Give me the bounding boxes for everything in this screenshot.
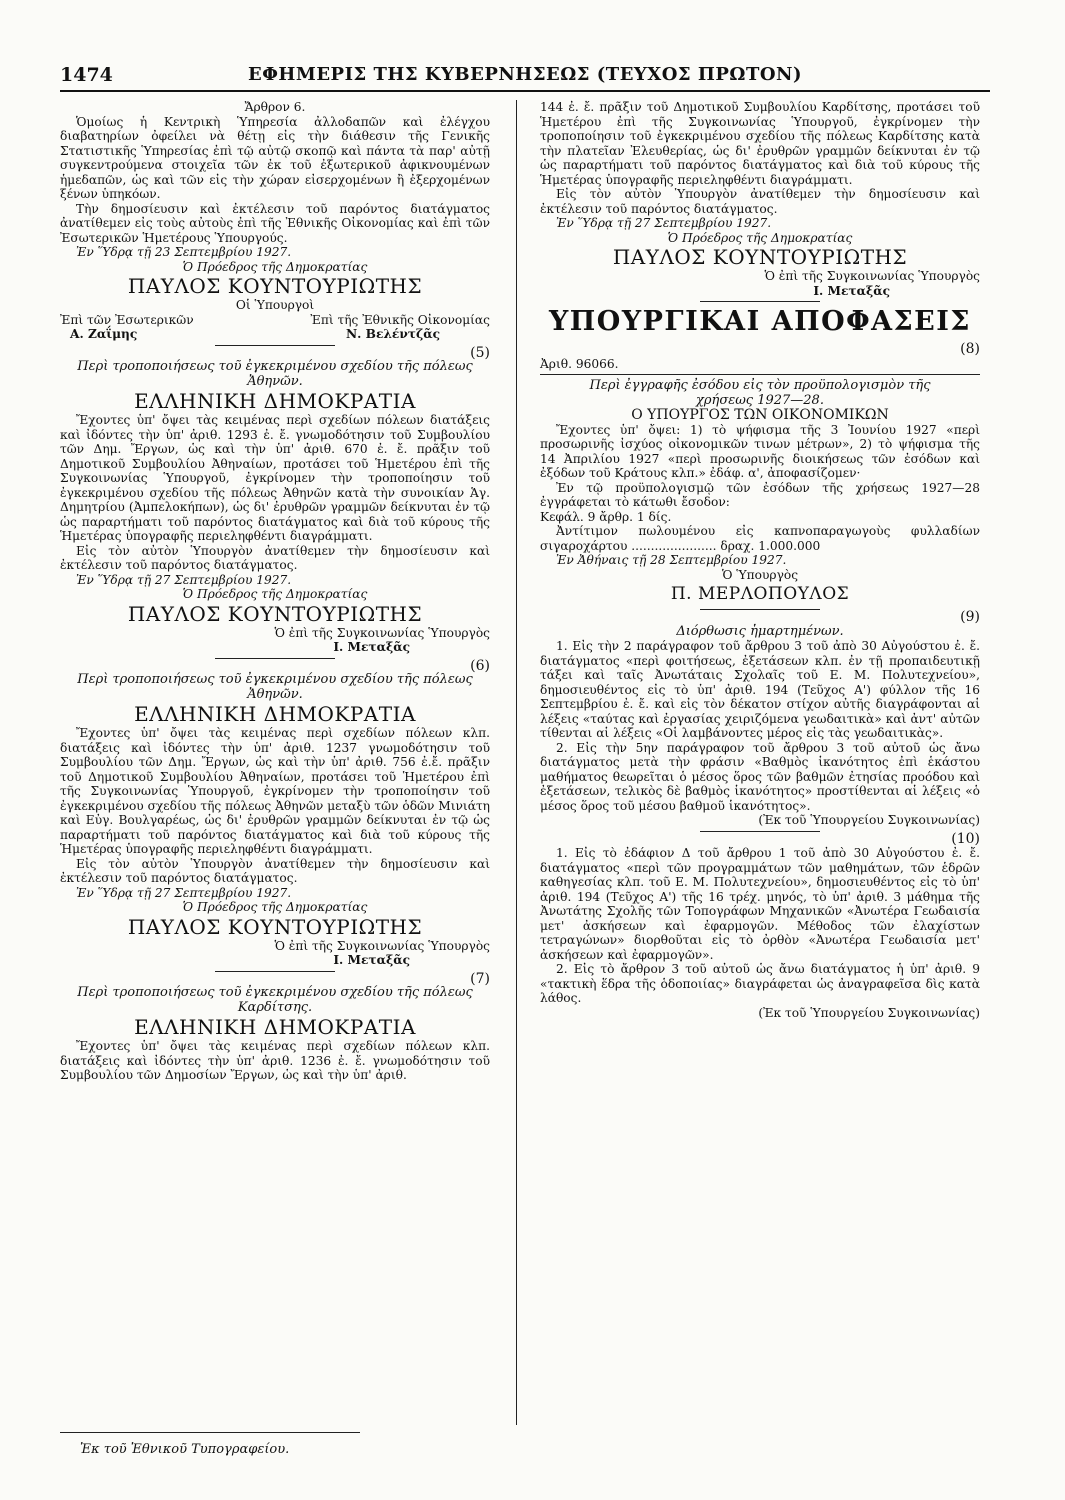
decision-8-paragraph-1: Ἔχοντες ὑπ' ὄψει: 1) τὸ ψήφισμα τῆς 3 Ἰουνίου 1927 «περὶ προσωρινῆς ἰσχύος οἰκονομικῶν τινων μέτρων», 2) τὸ ψήφισμα τῆς 14 Ἀπριλίου 1927 «περὶ προσωρινῆς διοικήσεως τῶν ἐσόδων καὶ ἐξόδων τοῦ Κράτους κλπ.» ἐδάφ. α', ἀποφασίζομεν· (540, 422, 980, 480)
decree-5-topic-line-2: Ἀθηνῶν. (247, 373, 303, 389)
decision-8-date: Ἐν Ἀθήναις τῇ 28 Σεπτεμβρίου 1927. (556, 553, 787, 567)
decree-7-topic-line-1: Περὶ τροποποιήσεως τοῦ ἐγκεκριμένου σχεδίου τῆς πόλεως (77, 985, 473, 1000)
decree-7-paragraph-2: Εἰς τὸν αὐτὸν Ὑπουργὸν ἀνατίθεμεν τὴν δημοσίευσιν καὶ ἐκτέλεσιν τοῦ παρόντος διατάγματος. (540, 187, 980, 216)
page-number: 1474 (60, 64, 113, 86)
decision-10-paragraph-1: 1. Εἰς τὸ ἐδάφιον Δ τοῦ ἄρθρου 1 τοῦ ἀπὸ 30 Αὐγούστου ἐ. ἔ. διατάγματος «περὶ τῶν προγραμμάτων τῶν μαθημάτων, τῶν ἑδρῶν καθηγεσίας κλπ. τοῦ Ε. Μ. Πολυτεχνείου», δημοσιευθέντος εἰς τὸ ὑπ' ἀριθ. 194 (Τεῦχος Α') τῆς 16 τρέχ. μηνός, τὸ ὑπ' ἀριθ. 3 μάθημα τῆς Ἀνωτάτης Σχολῆς τῶν Τοπογράφων Μηχανικῶν «Ἀνωτέρα Γεωδαισία μετ' ἀσκήσεων καὶ ἐφαρμογῶν. Μέθοδος τῶν ἐλαχίστων τετραγώνων» διορθοῦται εἰς τὸ ὀρθὸν «Ἀνωτέρα Γεωδαισία μετ' ἀσκήσεων καὶ ἐφαρμογῶν». (540, 846, 980, 962)
decree-5-paragraph-1: Ἔχοντες ὑπ' ὄψει τὰς κειμένας περὶ σχεδίων πόλεων διατάξεις καὶ ἰδόντες τὴν ὑπ' ἀριθ. 1293 ἐ. ἔ. γνωμοδότησιν τοῦ Συμβουλίου τῶν Δημ. Ἔργων, ὡς καὶ τὴν ὑπ' ἀριθ. 670 ἐ. ἔ. πρᾶξιν τοῦ Δημοτικοῦ Συμβουλίου Ἀθηναίων, προτάσει τοῦ Ἡμετέρου ἐπὶ τῆς Συγκοινωνίας Ὑπουργοῦ, ἐγκρίνομεν τὴν τροποποίησιν τοῦ ἐγκεκριμένου σχεδίου τῆς πόλεως Ἀθηνῶν κατὰ τὴν συνοικίαν Ἁγ. Δημητρίου (Ἀμπελοκήπων), ὡς δι' ἐρυθρῶν γραμμῶν δείκνυται ἐν τῷ ὡς παραρτήματι τοῦ παρόντος διατάγματος καὶ διὰ τοῦ κύρους τῆς Ἡμετέρας ὑπογραφῆς περιεληφθέντι διαγράμματι. (60, 413, 490, 543)
decree-6-president-label: Ὁ Πρόεδρος τῆς Δημοκρατίας (182, 900, 368, 914)
president-label: Ὁ Πρόεδρος τῆς Δημοκρατίας (182, 259, 368, 274)
section-title: ΥΠΟΥΡΓΙΚΑΙ ΑΠΟΦΑΣΕΙΣ (549, 306, 971, 337)
decision-10-source: (Ἐκ τοῦ Ὑπουργείου Συγκοινωνίας) (758, 1005, 980, 1020)
minister-economy-name: Ν. Βελέντζᾶς (346, 327, 440, 341)
decree-5-number: (5) (470, 344, 490, 361)
decision-8-minister-name: Π. ΜΕΡΛΟΠΟΥΛΟΣ (670, 584, 850, 604)
decision-8-kefal: Κεφάλ. 9 ἄρθρ. 1 δίς. (540, 509, 672, 524)
decree-6-topic-line-1: Περὶ τροποποιήσεως τοῦ ἐγκεκριμένου σχεδίου τῆς πόλεως (77, 672, 473, 687)
article-6-date: Ἐν Ὕδρᾳ τῇ 23 Σεπτεμβρίου 1927. (76, 245, 292, 259)
decree-6-number: (6) (470, 657, 490, 674)
article-6-paragraph-1: Ὁμοίως ἡ Κεντρικὴ Ὑπηρεσία ἀλλοδαπῶν καὶ ἐλέγχου διαβατηρίων ὀφείλει νὰ θέτῃ εἰς τὴν διάθεσιν τῆς Γενικῆς Στατιστικῆς Ὑπηρεσίας ἐπὶ τῷ αὐτῷ σκοπῷ καὶ πάντα τὰ παρ' αὐτῇ συγκεντρούμενα στοιχεῖα τῶν ἐκ τοῦ ἐξωτερικοῦ ἀφικνουμένων ἡμεδαπῶν, ὡς καὶ τῶν εἰς τὴν χώραν εἰσερχομένων ἢ ἐξερχομένων ξένων ὑπηκόων. (60, 114, 490, 201)
decree-7-number: (7) (470, 970, 490, 987)
left-column (60, 100, 490, 1083)
ministers-label: Οἱ Ὑπουργοὶ (235, 298, 315, 312)
decree-6-minister-name: Ι. Μεταξᾶς (333, 953, 410, 967)
article-6-title: Ἄρθρον 6. (244, 100, 306, 114)
column-divider (516, 100, 517, 1425)
decision-8-topic-line-1: Περὶ ἐγγραφῆς ἐσόδου εἰς τὸν προϋπολογισμὸν τῆς (589, 378, 931, 393)
decree-6-republic-heading: ΕΛΛΗΝΙΚΗ ΔΗΜΟΚΡΑΤΙΑ (134, 702, 416, 726)
decree-7-republic-heading: ΕΛΛΗΝΙΚΗ ΔΗΜΟΚΡΑΤΙΑ (134, 1015, 416, 1039)
decision-8-minister-label: Ὁ Ὑπουργὸς (721, 567, 799, 582)
decree-5-topic-line-1: Περὶ τροποποιήσεως τοῦ ἐγκεκριμένου σχεδίου τῆς πόλεως (77, 359, 473, 374)
decree-6-topic-line-2: Ἀθηνῶν. (247, 686, 303, 702)
decree-5-minister-name: Ι. Μεταξᾶς (333, 640, 410, 654)
right-column (540, 100, 980, 1020)
decree-6-paragraph-2: Εἰς τὸν αὐτὸν Ὑπουργὸν ἀνατίθεμεν τὴν δημοσίευσιν καὶ ἐκτέλεσιν τοῦ παρόντος διατάγματος. (60, 856, 490, 885)
decree-7-date: Ἐν Ὕδρᾳ τῇ 27 Σεπτεμβρίου 1927. (556, 216, 772, 230)
decree-5-date: Ἐν Ὕδρᾳ τῇ 27 Σεπτεμβρίου 1927. (76, 572, 292, 587)
decree-7-president-name: ΠΑΥΛΟΣ ΚΟΥΝΤΟΥΡΙΩΤΗΣ (612, 245, 908, 269)
printer-footer: Ἐκ τοῦ Ἐθνικοῦ Τυπογραφείου. (80, 1442, 290, 1457)
decision-8-ministry: Ο ΥΠΟΥΡΓΟΣ ΤΩΝ ΟΙΚΟΝΟΜΙΚΩΝ (631, 407, 889, 423)
decree-5-president-label: Ὁ Πρόεδρος τῆς Δημοκρατίας (182, 587, 368, 601)
divider (700, 301, 820, 302)
decree-5-minister-label: Ὁ ἐπὶ τῆς Συγκοινωνίας Ὑπουργὸς (274, 625, 490, 640)
decree-5-republic-heading: ΕΛΛΗΝΙΚΗ ΔΗΜΟΚΡΑΤΙΑ (134, 389, 416, 413)
decision-9-number: (9) (960, 609, 980, 625)
ministers-names-row (60, 327, 490, 342)
gazette-title: ΕΦΗΜΕΡΙΣ ΤΗΣ ΚΥΒΕΡΝΗΣΕΩΣ (ΤΕΥΧΟΣ ΠΡΩΤΟΝ) (248, 64, 802, 85)
decision-9-topic: Διόρθωσις ἡμαρτημένων. (676, 623, 844, 639)
minister-interior-label: Ἐπὶ τῶν Ἐσωτερικῶν (60, 312, 194, 327)
decision-9-source: (Ἐκ τοῦ Ὑπουργείου Συγκοινωνίας) (758, 813, 980, 827)
minister-interior-name: Α. Ζαΐμης (70, 327, 138, 341)
page-header (60, 58, 990, 92)
decree-7-topic-line-2: Καρδίτσης. (237, 999, 313, 1015)
ministers-labels-row (60, 313, 490, 328)
decree-7-paragraph-1: Ἔχοντες ὑπ' ὄψει τὰς κειμένας περὶ σχεδίων πόλεων κλπ. διατάξεις καὶ ἰδόντες τὴν ὑπ' ἀριθ. 1236 ἐ. ἔ. γνωμοδότησιν τοῦ Συμβουλίου τῶν Δημοσίων Ἔργων, ὡς καὶ τὴν ὑπ' ἀριθ. (60, 1039, 490, 1082)
decree-5-president-name: ΠΑΥΛΟΣ ΚΟΥΝΤΟΥΡΙΩΤΗΣ (127, 601, 423, 626)
decision-8-item: Ἀντίτιμον πωλουμένου εἰς καπνοπαραγωγοὺς φυλλαδίων σιγαροχάρτου ...................... δραχ. 1.000.000 (540, 524, 980, 553)
decision-9-paragraph-1: 1. Εἰς τὴν 2 παράγραφον τοῦ ἄρθρου 3 τοῦ ἀπὸ 30 Αὐγούστου ἐ. ἔ. διατάγματος «περὶ φοιτήσεως, ἐξετάσεων κλπ. ἐν τῇ προπαιδευτικῇ τάξει καὶ ταῖς Ἀνωτάταις Σχολαῖς τοῦ Ε. Μ. Πολυτεχνείου», δημοσιευθέντος εἰς τὸ ὑπ' ἀριθ. 194 (Τεῦχος Α') φύλλον τῆς 16 Σεπτεμβρίου ἐ. ἔ. καὶ εἰς τὸν δέκατον στίχον αὐτῆς διαγράφονται αἱ λέξεις «ταύτας καὶ ἐργασίας χειριζόμενα γεωδαιτικὰ» καὶ ἀντ' αὐτῶν τίθενται αἱ λέξεις «Οἱ λαμβάνοντες μέρος εἰς τὰς γεωδαιτικὰς». (540, 639, 980, 740)
decision-8-number: (8) (960, 341, 980, 357)
header-rule (60, 90, 990, 92)
decree-7-minister-label: Ὁ ἐπὶ τῆς Συγκοινωνίας Ὑπουργὸς (764, 269, 980, 283)
decision-8-arith: Ἀριθ. 96066. (540, 356, 619, 371)
decision-10-paragraph-2: 2. Εἰς τὸ ἄρθρον 3 τοῦ αὐτοῦ ὡς ἄνω διατάγματος ἡ ὑπ' ἀριθ. 9 «τακτικὴ ἕδρα τῆς ὁδοποιίας» διαγράφεται ὡς ἀναγραφεῖσα δὶς κατὰ λάθος. (540, 962, 980, 1005)
decree-7-continuation: 144 ἐ. ἔ. πρᾶξιν τοῦ Δημοτικοῦ Συμβουλίου Καρδίτσης, προτάσει τοῦ Ἡμετέρου ἐπὶ τῆς Συγκοινωνίας Ὑπουργοῦ, ἐγκρίνομεν τὴν τροποποίησιν τοῦ ἐγκεκριμένου σχεδίου τῆς πόλεως Καρδίτσης κατὰ τὴν πλατεῖαν Ἐλευθερίας, ὡς δι' ἐρυθρῶν γραμμῶν δείκνυται ἐν τῷ ὡς παραρτήματι τοῦ παρόντος διατάγματος καὶ διὰ τοῦ κύρους τῆς Ἡμετέρας ὑπογραφῆς περιεληφθέντι διαγράμματι. (540, 100, 980, 187)
decree-6-president-name: ΠΑΥΛΟΣ ΚΟΥΝΤΟΥΡΙΩΤΗΣ (127, 914, 423, 939)
decree-6-date: Ἐν Ὕδρᾳ τῇ 27 Σεπτεμβρίου 1927. (76, 885, 292, 900)
footer-rule (60, 1432, 360, 1433)
decree-7-president-label: Ὁ Πρόεδρος τῆς Δημοκρατίας (667, 230, 853, 245)
decree-6-minister-label: Ὁ ἐπὶ τῆς Συγκοινωνίας Ὑπουργὸς (274, 938, 490, 953)
decision-10-number: (10) (951, 830, 980, 847)
decision-9-paragraph-2: 2. Εἰς τὴν 5ην παράγραφον τοῦ ἄρθρου 3 τοῦ αὐτοῦ ὡς ἄνω διατάγματος μετὰ τὴν φράσιν «Βαθμὸς ἱκανότητος ἐπὶ ἑκάστου μαθήματος θεωρεῖται ὁ μέσος ὅρος τῶν βαθμῶν ἐτησίας προόδου καὶ ἐξετάσεων, τελικὸς δὲ βαθμὸς ἱκανότητος» προστίθενται αἱ λέξεις «ὁ μέσος ὅρος τοῦ μέσου βαθμοῦ ἱκανότητος». (540, 740, 980, 813)
decision-8-topic-line-2: χρήσεως 1927—28. (696, 392, 824, 408)
decree-6-paragraph-1: Ἔχοντες ὑπ' ὄψει τὰς κειμένας περὶ σχεδίων πόλεων κλπ. διατάξεις καὶ ἰδόντες τὴν ὑπ' ἀριθ. 1237 γνωμοδότησιν τοῦ Συμβουλίου τῶν Δημ. Ἔργων, ὡς καὶ τὴν ὑπ' ἀριθ. 756 ἐ.ἔ. πρᾶξιν τοῦ Δημοτικοῦ Συμβουλίου Ἀθηναίων, προτάσει τοῦ Ἡμετέρου ἐπὶ τῆς Συγκοινωνίας Ὑπουργοῦ, ἐγκρίνομεν τὴν τροποποίησιν τοῦ ἐγκεκριμένου σχεδίου τῆς πόλεως Ἀθηνῶν μεταξὺ τῶν ὁδῶν Μινιάτη καὶ Εὐγ. Βουλγαρέως, ὡς δι' ἐρυθρῶν γραμμῶν δείκνυται ἐν τῷ ὡς παραρτήματι τοῦ παρόντος διατάγματος καὶ διὰ τοῦ κύρους τῆς Ἡμετέρας ὑπογραφῆς περιεληφθέντι διαγράμματι. (60, 726, 490, 856)
decree-5-paragraph-2: Εἰς τὸν αὐτὸν Ὑπουργὸν ἀνατίθεμεν τὴν δημοσίευσιν καὶ ἐκτέλεσιν τοῦ παρόντος διατάγματος. (60, 543, 490, 572)
minister-economy-label: Ἐπὶ τῆς Ἐθνικῆς Οἰκονομίας (310, 312, 490, 327)
article-6-paragraph-2: Τὴν δημοσίευσιν καὶ ἐκτέλεσιν τοῦ παρόντος διατάγματος ἀνατίθεμεν εἰς τοὺς αὐτοὺς ἐπὶ τῆς Ἐθνικῆς Οἰκονομίας καὶ ἐπὶ τῶν Ἐσωτερικῶν Ἡμετέρους Ὑπουργούς. (60, 201, 490, 245)
decision-8-paragraph-2: Ἐν τῷ προϋπολογισμῷ τῶν ἐσόδων τῆς χρήσεως 1927—28 ἐγγράφεται τὸ κάτωθι ἔσοδον: (540, 480, 980, 509)
decree-7-minister-name: Ι. Μεταξᾶς (813, 283, 890, 298)
president-name: ΠΑΥΛΟΣ ΚΟΥΝΤΟΥΡΙΩΤΗΣ (127, 274, 423, 298)
